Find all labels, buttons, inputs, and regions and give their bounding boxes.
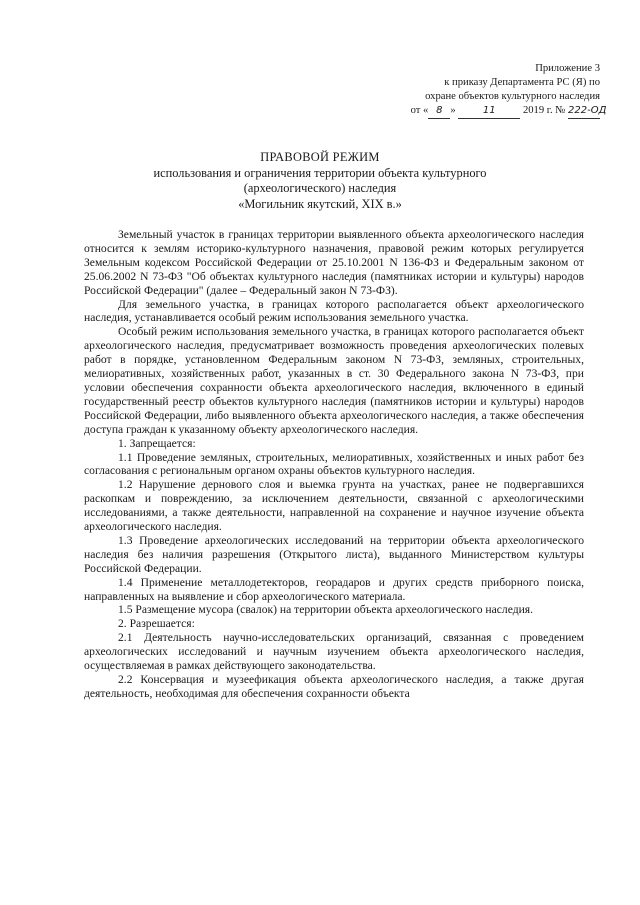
item-2-2: 2.2 Консервация и музеефикация объекта археологического наследия, а также другая деятельность, необходимая для обеспечения сохранности объекта (84, 673, 584, 700)
item-1-4: 1.4 Применение металлодетекторов, георадаров и других средств приборного поиска, направленных на выявление и сбор археологического материала. (84, 575, 584, 603)
item-1-3: 1.3 Проведение археологических исследований на территории объекта археологического наследия без наличия разрешения (Открытого листа), выданного Министерством культуры Российской Федерации. (84, 533, 584, 575)
paragraph-land-status: Земельный участок в границах территории выявленного объекта археологического наследия относится к землям историко-культурного назначения, правовой режим которых регулируется Земельным кодексом Российской Федерации от 25.10.2001 N 136-ФЗ и Федеральным законом от 25.06.2002 N 73-ФЗ "Об объектах культурного наследия (памятниках истории и культуры) народов Российской Федерации" (далее – Федеральный закон N 73-ФЗ). (84, 228, 584, 297)
item-1-2: 1.2 Нарушение дернового слоя и выемка грунта на участках, ранее не подвергавшихся раскопкам и повреждению, за исключением деятельности, связанной с археологическими исследованиями, а также деятельности, направленной на сохранение и научное изучение объекта археологического наследия. (84, 478, 584, 534)
appendix-number: Приложение 3 (535, 63, 600, 74)
document-body (84, 228, 584, 701)
date-mid: » (450, 105, 456, 116)
paragraph-special-regime: Для земельного участка, в границах которого располагается объект археологического наследия, устанавливается особый режим использования земельного участка. (84, 297, 584, 325)
date-day-handwritten: 8 (428, 104, 450, 119)
section-allowed-heading: 2. Разрешается: (118, 617, 195, 631)
section-prohibited-heading: 1. Запрещается: (118, 436, 196, 450)
title-subtitle-line1: использования и ограничения территории объекта культурного (153, 165, 487, 180)
appendix-header (360, 62, 607, 119)
item-2-1: 2.1 Деятельность научно-исследовательских организаций, связанная с проведением археологических исследований и научным изучением объекта археологического наследия, осуществляемая в рамках действующего законодательства. (84, 631, 584, 673)
date-year: 2019 г. № (522, 105, 566, 116)
title-main: ПРАВОВОЙ РЕЖИМ (260, 150, 380, 164)
item-1-1: 1.1 Проведение земляных, строительных, мелиоративных, хозяйственных и иных работ без согласования с региональным органом охраны объектов культурного наследия. (84, 450, 584, 478)
item-1-5: 1.5 Размещение мусора (свалок) на территории объекта археологического наследия. (118, 603, 534, 617)
appendix-department: охране объектов культурного наследия (425, 91, 600, 102)
order-number-handwritten: 222-ОД (568, 104, 600, 119)
appendix-order-ref: к приказу Департамента РС (Я) по (444, 77, 600, 88)
paragraph-regime-details: Особый режим использования земельного участка, в границах которого располагается объект археологического наследия, предусматривает возможность проведения археологических полевых работ в порядке, установленном Федеральным законом N 73-ФЗ, земляных, строительных, мелиоративных, хозяйственных работ, указанных в ст. 30 Федерального закона N 73-ФЗ, при условии обеспечения сохранности объекта археологического наследия, включенного в единый государственный реестр объектов культурного наследия (памятников истории и культуры) народов Российской Федерации, либо выявленного объекта археологического наследия, а также обеспечения доступа граждан к указанному объекту археологического наследия. (84, 325, 584, 436)
title-object-name: «Могильник якутский, XIX в.» (238, 196, 402, 211)
appendix-date-line (360, 104, 607, 119)
date-month-handwritten: 11 (458, 104, 520, 119)
document-title (80, 150, 560, 212)
title-subtitle-line2: (археологического) наследия (243, 181, 397, 195)
date-prefix: от « (410, 105, 429, 116)
